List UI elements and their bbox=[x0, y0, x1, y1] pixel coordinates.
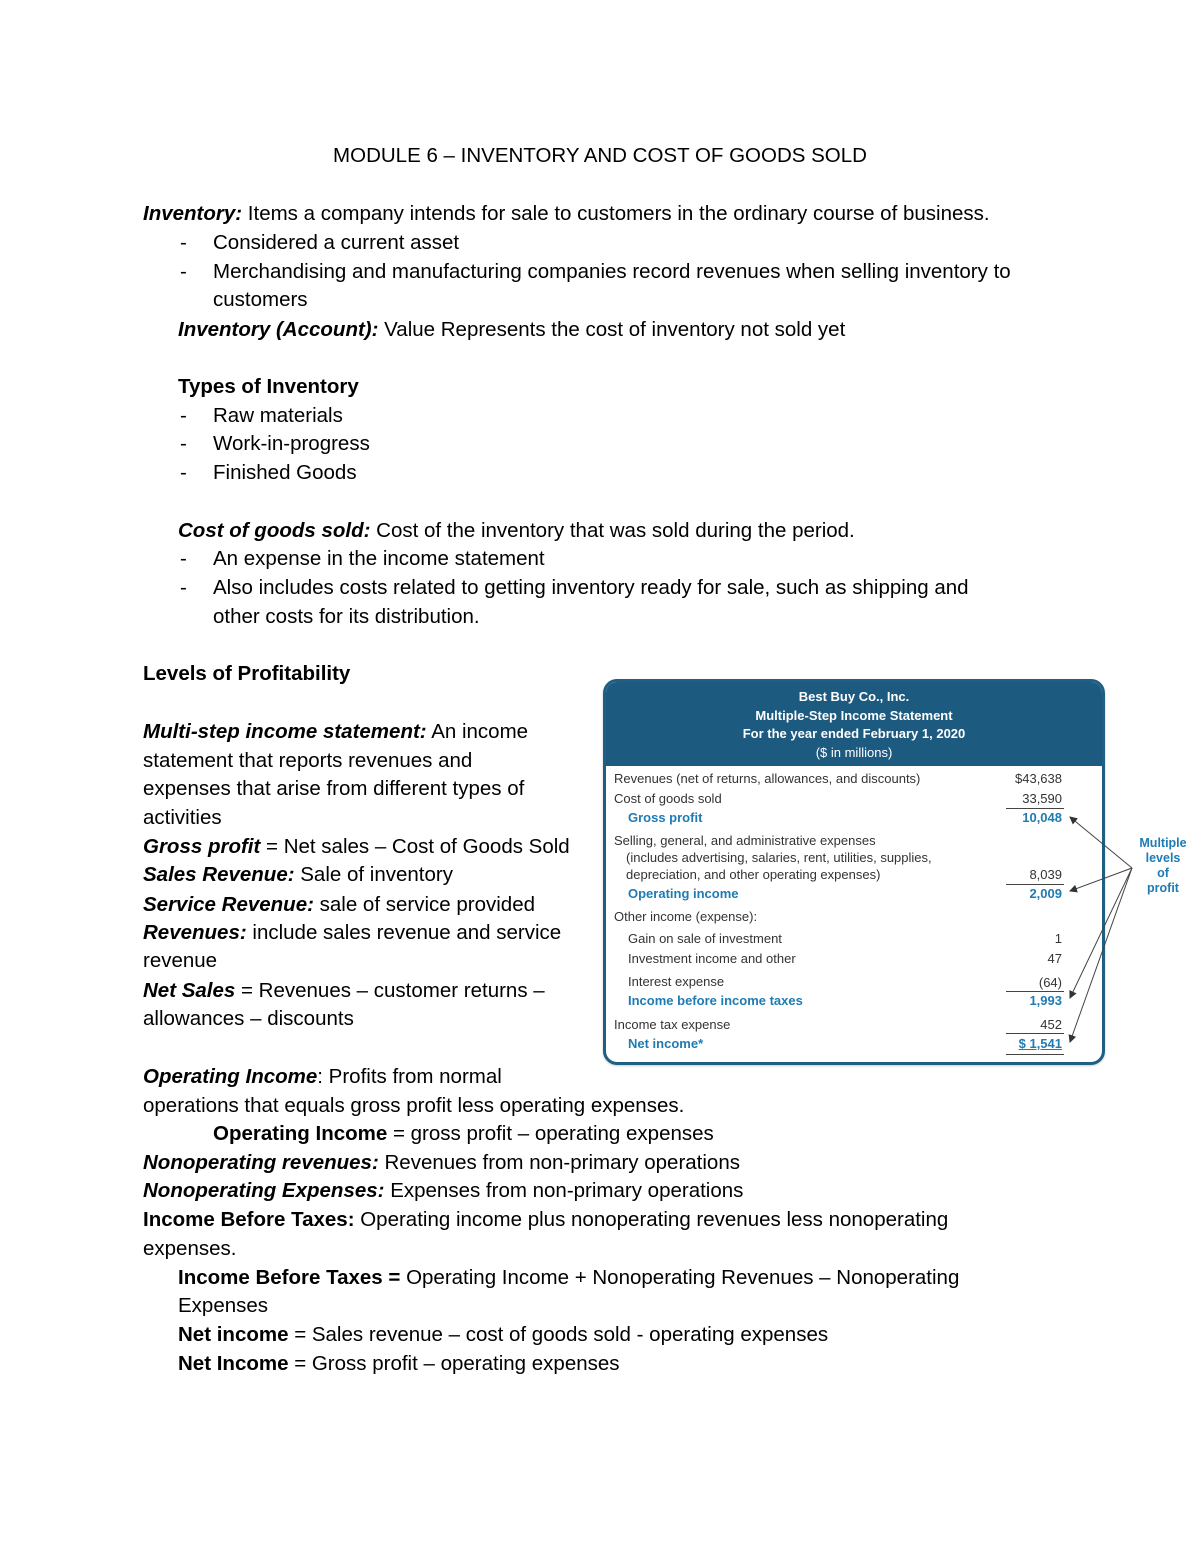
row-sga-label-1: Selling, general, and administrative expenses bbox=[614, 833, 876, 848]
page-title: MODULE 6 – INVENTORY AND COST OF GOODS SOLD bbox=[333, 144, 867, 167]
ibt-formula-term: Income Before Taxes = bbox=[178, 1266, 401, 1289]
statement-period: For the year ended February 1, 2020 bbox=[742, 726, 966, 741]
ni2-def: = Gross profit – operating expenses bbox=[288, 1352, 620, 1375]
row-invinc-value: 47 bbox=[1047, 951, 1062, 966]
statement-name: Multiple-Step Income Statement bbox=[755, 707, 953, 723]
operating-def: : Profits from normal bbox=[317, 1065, 502, 1088]
operating-term: Operating Income bbox=[143, 1065, 318, 1088]
multistep-def: An income bbox=[426, 720, 529, 743]
row-sga-value: 8,039 bbox=[1029, 867, 1062, 882]
inventory-account-term: Inventory (Account): bbox=[178, 318, 379, 341]
bullet-dash: - bbox=[180, 576, 187, 599]
ibt-formula-cont: Expenses bbox=[178, 1294, 269, 1317]
profit-levels-note bbox=[1134, 836, 1192, 896]
bullet-dash: - bbox=[180, 260, 187, 283]
row-interest-value: (64) bbox=[1038, 975, 1062, 990]
note-line: Multiple bbox=[1139, 836, 1187, 850]
nonexp-term: Nonoperating Expenses: bbox=[143, 1179, 385, 1202]
cogs-bullet-2-cont: other costs for its distribution. bbox=[213, 605, 480, 628]
statement-company: Best Buy Co., Inc. bbox=[798, 689, 910, 704]
row-cogs-label: Cost of goods sold bbox=[614, 791, 722, 806]
nonexp-def: Expenses from non-primary operations bbox=[384, 1179, 744, 1202]
row-gross-value: 10,048 bbox=[1022, 810, 1062, 825]
bullet-dash: - bbox=[180, 231, 187, 254]
revenues-def-cont: revenue bbox=[143, 949, 218, 972]
statement-units: ($ in millions) bbox=[815, 744, 893, 760]
gross-term: Gross profit bbox=[143, 835, 261, 858]
sales-term: Sales Revenue: bbox=[143, 863, 295, 886]
sales-def: Sale of inventory bbox=[294, 863, 453, 886]
row-revenues-value: $43,638 bbox=[1015, 771, 1062, 786]
multistep-line-4: activities bbox=[143, 806, 222, 829]
service-term: Service Revenue: bbox=[143, 893, 314, 916]
row-revenues-label: Revenues (net of returns, allowances, and discounts) bbox=[614, 771, 921, 786]
ibt-def: Operating income plus nonoperating revenues less nonoperating bbox=[354, 1208, 949, 1231]
bullet-dash: - bbox=[180, 547, 187, 570]
revenues-term: Revenues: bbox=[143, 921, 247, 944]
profitability-heading: Levels of Profitability bbox=[143, 662, 351, 685]
bullet-dash: - bbox=[180, 432, 187, 455]
ni2-term: Net Income bbox=[178, 1352, 289, 1375]
inventory-bullet-2-cont: customers bbox=[213, 288, 308, 311]
inventory-def: Items a company intends for sale to customers in the ordinary course of business. bbox=[242, 202, 990, 225]
cogs-bullet-1: An expense in the income statement bbox=[213, 547, 545, 570]
inventory-bullet-1: Considered a current asset bbox=[213, 231, 460, 254]
service-def: sale of service provided bbox=[313, 893, 535, 916]
row-tax-label: Income tax expense bbox=[614, 1017, 731, 1032]
ibt-def-cont: expenses. bbox=[143, 1237, 237, 1260]
revenues-def: include sales revenue and service bbox=[246, 921, 562, 944]
row-tax-value: 452 bbox=[1040, 1017, 1062, 1032]
arrow-to-net-income bbox=[1070, 868, 1132, 1042]
operating-def-cont: operations that equals gross profit less operating expenses. bbox=[143, 1094, 685, 1117]
row-opinc-label: Operating income bbox=[628, 886, 739, 901]
multistep-line-3: expenses that arise from different types of bbox=[143, 777, 525, 800]
types-item-3: Finished Goods bbox=[213, 461, 357, 484]
inventory-bullet-2: Merchandising and manufacturing companies record revenues when selling inventory to bbox=[213, 260, 1011, 283]
row-sga-label-2: (includes advertising, salaries, rent, utilities, supplies, bbox=[626, 850, 932, 865]
netsales-term: Net Sales bbox=[143, 979, 236, 1002]
net-sales-def-cont: allowances – discounts bbox=[143, 1007, 354, 1030]
ibt-term: Income Before Taxes: bbox=[143, 1208, 355, 1231]
row-net-value: $ 1,541 bbox=[1018, 1036, 1062, 1051]
row-interest-label: Interest expense bbox=[628, 974, 725, 989]
types-item-2: Work-in-progress bbox=[213, 432, 370, 455]
row-cogs-value: 33,590 bbox=[1022, 791, 1062, 806]
arrow-to-gross-profit bbox=[1070, 817, 1132, 868]
ni1-def: = Sales revenue – cost of goods sold - operating expenses bbox=[288, 1323, 829, 1346]
operating-formula-def: = gross profit – operating expenses bbox=[387, 1122, 714, 1145]
nonrev-term: Nonoperating revenues: bbox=[143, 1151, 379, 1174]
types-item-1: Raw materials bbox=[213, 404, 343, 427]
bullet-dash: - bbox=[180, 404, 187, 427]
row-gain-value: 1 bbox=[1054, 931, 1062, 946]
row-opinc-value: 2,009 bbox=[1029, 886, 1062, 901]
row-sga-label-3: depreciation, and other operating expenses) bbox=[626, 867, 881, 882]
cogs-bullet-2: Also includes costs related to getting inventory ready for sale, such as shipping and bbox=[213, 576, 969, 599]
netsales-def: = Revenues – customer returns – bbox=[235, 979, 545, 1002]
row-other-label: Other income (expense): bbox=[614, 909, 758, 924]
row-ibt-label: Income before income taxes bbox=[628, 993, 803, 1008]
operating-formula-term: Operating Income bbox=[213, 1122, 388, 1145]
note-line: levels bbox=[1145, 851, 1181, 865]
cogs-term: Cost of goods sold: bbox=[178, 519, 371, 542]
note-line: of bbox=[1157, 866, 1169, 880]
ibt-formula-def: Operating Income + Nonoperating Revenues – Nonoperating bbox=[400, 1266, 960, 1289]
inventory-account-def: Value Represents the cost of inventory not sold yet bbox=[378, 318, 846, 341]
note-line: profit bbox=[1147, 881, 1179, 895]
row-gain-label: Gain on sale of investment bbox=[628, 931, 782, 946]
bullet-dash: - bbox=[180, 461, 187, 484]
multistep-line-2: statement that reports revenues and bbox=[143, 749, 473, 772]
row-ibt-value: 1,993 bbox=[1029, 993, 1062, 1008]
cogs-def: Cost of the inventory that was sold during the period. bbox=[370, 519, 855, 542]
gross-def: = Net sales – Cost of Goods Sold bbox=[260, 835, 570, 858]
row-invinc-label: Investment income and other bbox=[628, 951, 796, 966]
types-heading: Types of Inventory bbox=[178, 375, 359, 398]
ni1-term: Net income bbox=[178, 1323, 289, 1346]
row-gross-label: Gross profit bbox=[628, 810, 703, 825]
multistep-term: Multi-step income statement: bbox=[143, 720, 427, 743]
inventory-term: Inventory: bbox=[143, 202, 243, 225]
nonrev-def: Revenues from non-primary operations bbox=[378, 1151, 740, 1174]
row-net-label: Net income* bbox=[628, 1036, 704, 1051]
